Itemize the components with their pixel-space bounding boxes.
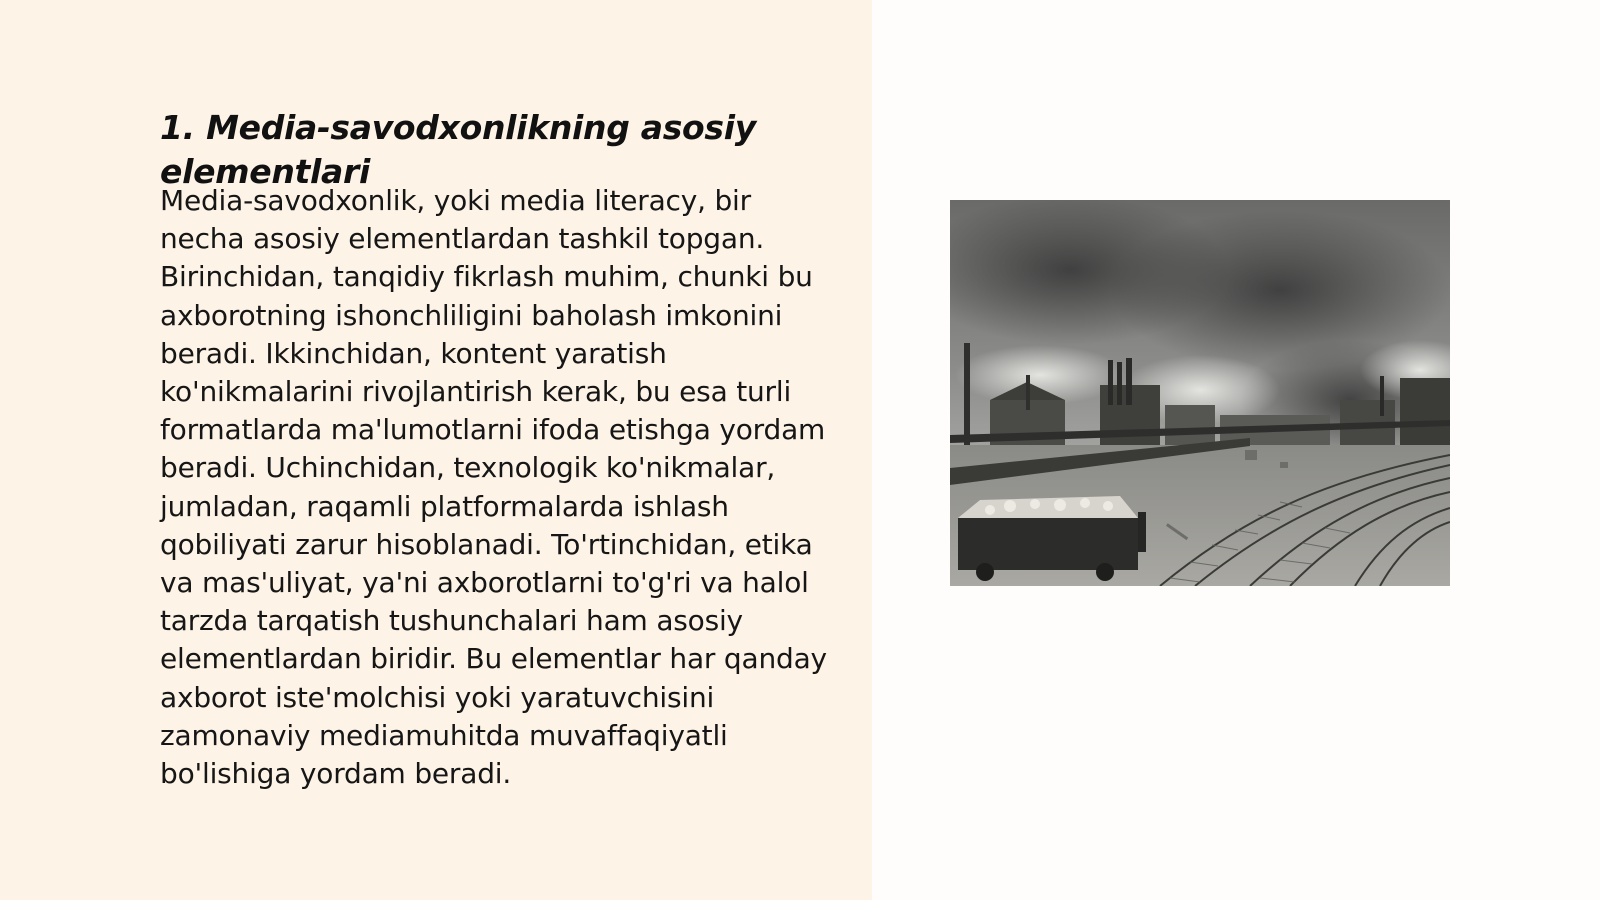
industrial-photo-graphic [950, 200, 1450, 586]
slide-body-text: Media-savodxonlik, yoki media literacy, bir necha asosiy elementlardan tashkil topgan. Birinchidan, tanqidiy fikrlash muhim, chunki bu axborotning ishonchliligini baholash imkonini beradi. Ikkinchidan, kontent yaratish ko'nikmalarini rivojlantirish kerak, bu esa turli formatlarda ma'lumotlarni ifoda etishga yordam beradi. Uchinchidan, texnologik ko'nikmalar, jumladan, raqamli platformalarda ishlash qobiliyati zarur hisoblanadi. To'rtinchidan, etika va mas'uliyat, ya'ni axborotlarni to'g'ri va halol tarzda tarqatish tushunchalari ham asosiy elementlardan biridir. Bu elementlar har qanday axborot iste'molchisi yoki yaratuvchisini zamonaviy mediamuhitda muvaffaqiyatli bo'lishiga yordam beradi. [160, 184, 827, 791]
content-block [160, 106, 830, 793]
slide-title: 1. Media-savodxonlikning asosiy elementlari [160, 108, 756, 191]
industrial-photo [950, 200, 1450, 586]
